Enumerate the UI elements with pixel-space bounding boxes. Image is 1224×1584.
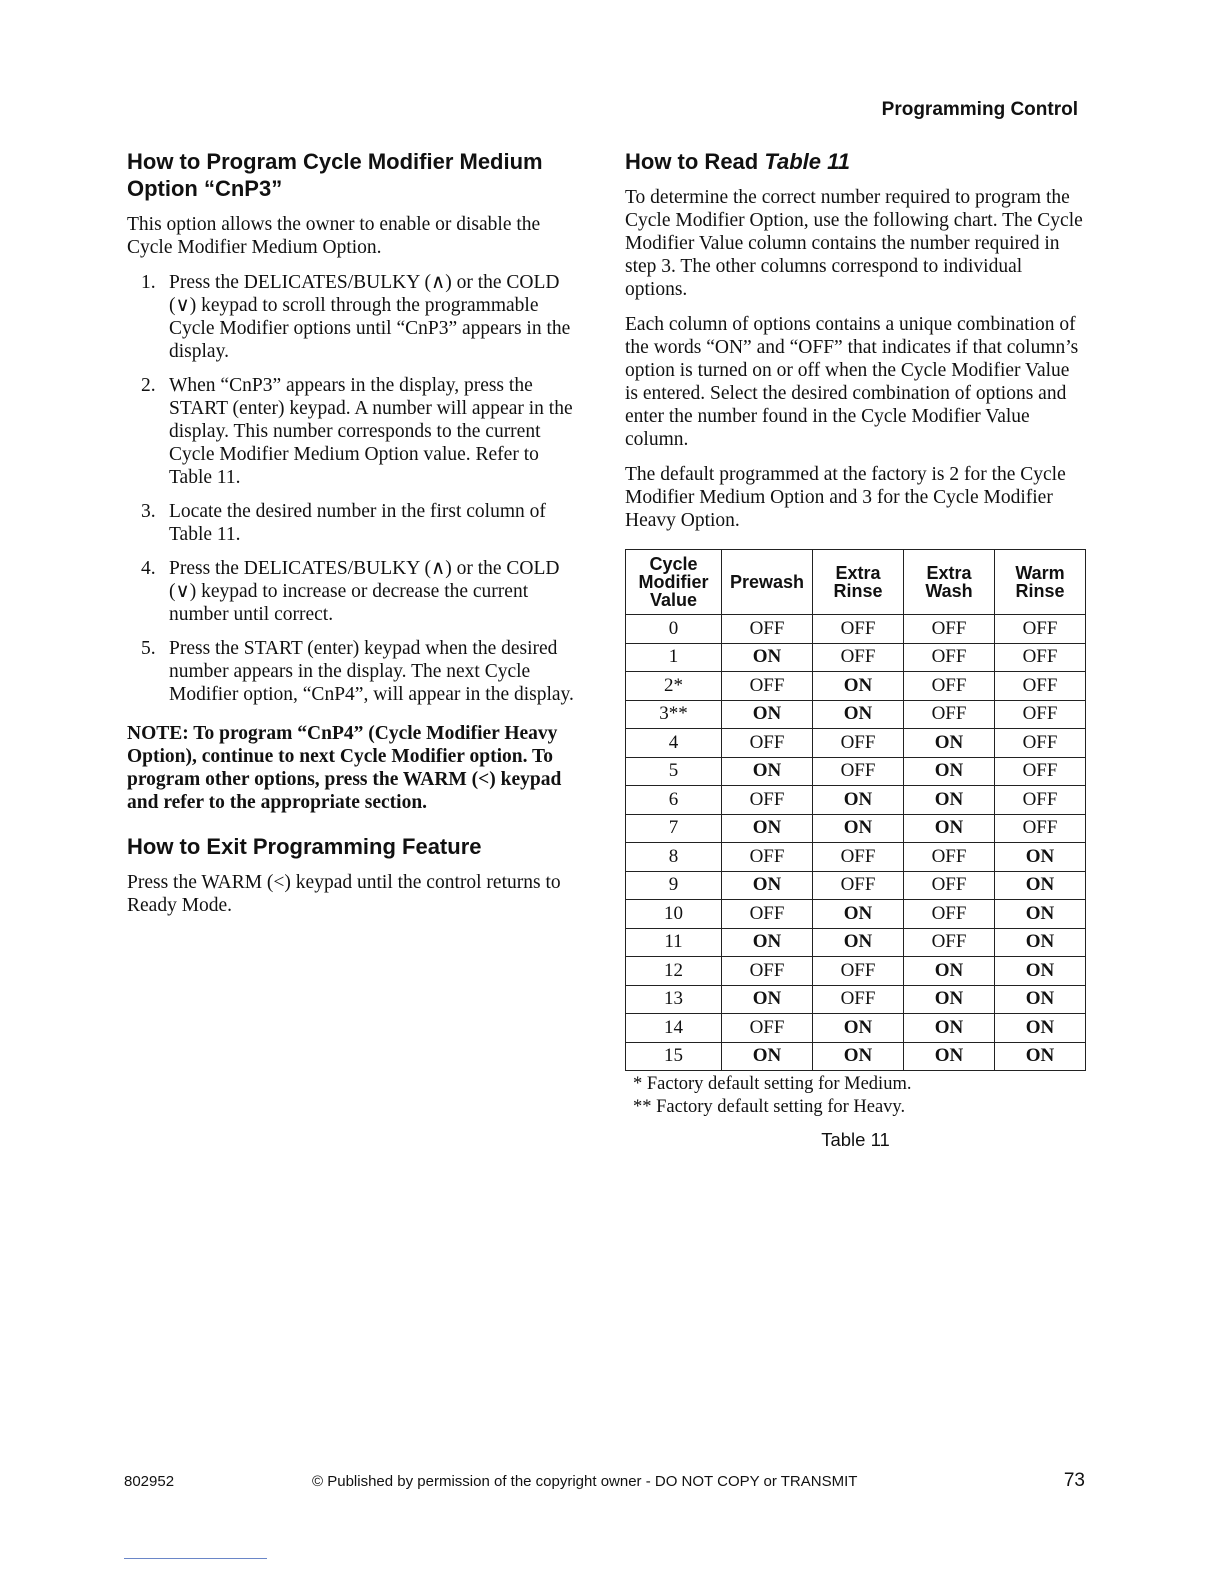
read-table-para-1: To determine the correct number required to program the Cycle Modifier Option, use the following chart. The Cycle Modifier Value column contains the number required in step 3. The other columns correspond to individual options.	[625, 187, 1083, 300]
modifier-value-cell: 10	[626, 900, 722, 929]
modifier-value-cell: 3**	[626, 700, 722, 729]
cnp3-section-title: How to Program Cycle Modifier Medium Option “CnP3”	[127, 149, 543, 201]
table-row	[626, 985, 1086, 1014]
option-state-cell: ON	[904, 1042, 995, 1071]
table-caption: Table 11	[821, 1129, 890, 1150]
running-header: Programming Control	[881, 99, 1078, 120]
table-row	[626, 957, 1086, 986]
footnote-medium: * Factory default setting for Medium.	[633, 1074, 912, 1094]
table-body	[626, 615, 1086, 1071]
option-state-cell: ON	[813, 672, 904, 701]
modifier-value-cell: 2*	[626, 672, 722, 701]
option-state-cell: OFF	[995, 615, 1086, 644]
option-state-cell: ON	[722, 643, 813, 672]
table-header-cell: Extra Rinse	[813, 550, 904, 615]
exit-section-title: How to Exit Programming Feature	[127, 834, 482, 859]
option-state-cell: ON	[722, 871, 813, 900]
option-state-cell: OFF	[813, 957, 904, 986]
modifier-value-cell: 13	[626, 985, 722, 1014]
option-state-cell: ON	[995, 957, 1086, 986]
option-state-cell: OFF	[995, 643, 1086, 672]
table-row	[626, 928, 1086, 957]
read-table-para-2: Each column of options contains a unique combination of the words “ON” and “OFF” that indicates if that column’s option is turned on or off when the Cycle Modifier Value is entered. Select the desired combination of options and enter the number found in the Cycle Modifier Value column.	[625, 314, 1079, 450]
option-state-cell: OFF	[995, 672, 1086, 701]
step-item	[127, 271, 582, 363]
read-table-title-prefix: How to Read	[625, 149, 765, 174]
table-row	[626, 643, 1086, 672]
table-row	[626, 672, 1086, 701]
option-state-cell: ON	[904, 985, 995, 1014]
option-state-cell: OFF	[904, 928, 995, 957]
modifier-value-cell: 5	[626, 757, 722, 786]
cnp3-steps-list	[127, 271, 582, 706]
table-row	[626, 1042, 1086, 1071]
option-state-cell: ON	[722, 1042, 813, 1071]
step-text: When “CnP3” appears in the display, press the START (enter) keypad. A number will appear in the display. This number corresponds to the current Cycle Modifier Medium Option value. Refer to Table 11.	[169, 375, 573, 488]
modifier-value-cell: 4	[626, 729, 722, 758]
option-state-cell: ON	[995, 843, 1086, 872]
step-number: 3.	[141, 501, 156, 522]
step-item	[127, 637, 582, 706]
table-row	[626, 871, 1086, 900]
step-number: 1.	[141, 272, 156, 293]
option-state-cell: ON	[904, 786, 995, 815]
option-state-cell: OFF	[813, 643, 904, 672]
table-header-cell: Cycle Modifier Value	[626, 550, 722, 615]
option-state-cell: ON	[813, 814, 904, 843]
option-state-cell: ON	[722, 700, 813, 729]
step-text: Press the DELICATES/BULKY (∧) or the COLD (∨) keypad to scroll through the programmable Cycle Modifier options until “CnP3” appears in the display.	[169, 272, 571, 362]
table-row	[626, 786, 1086, 815]
option-state-cell: OFF	[813, 729, 904, 758]
option-state-cell: ON	[813, 786, 904, 815]
option-state-cell: OFF	[904, 700, 995, 729]
table-row	[626, 729, 1086, 758]
option-state-cell: OFF	[722, 786, 813, 815]
option-state-cell: OFF	[813, 757, 904, 786]
option-state-cell: ON	[904, 814, 995, 843]
option-state-cell: OFF	[722, 672, 813, 701]
right-column	[625, 148, 1087, 1151]
cycle-modifier-table	[625, 549, 1086, 1071]
cnp3-intro: This option allows the owner to enable or disable the Cycle Modifier Medium Option.	[127, 214, 541, 258]
step-item	[127, 500, 582, 546]
option-state-cell: OFF	[995, 729, 1086, 758]
cnp4-note: NOTE: To program “CnP4” (Cycle Modifier Heavy Option), continue to next Cycle Modifier option. To program other options, press the WARM (<) keypad and refer to the appropriate section.	[127, 723, 562, 813]
footer-divider	[124, 1558, 267, 1559]
modifier-value-cell: 11	[626, 928, 722, 957]
option-state-cell: OFF	[995, 700, 1086, 729]
table-row	[626, 700, 1086, 729]
option-state-cell: OFF	[904, 900, 995, 929]
option-state-cell: ON	[995, 928, 1086, 957]
option-state-cell: ON	[995, 1042, 1086, 1071]
option-state-cell: OFF	[813, 843, 904, 872]
option-state-cell: OFF	[904, 871, 995, 900]
modifier-value-cell: 8	[626, 843, 722, 872]
option-state-cell: OFF	[722, 615, 813, 644]
option-state-cell: ON	[722, 757, 813, 786]
option-state-cell: ON	[995, 985, 1086, 1014]
option-state-cell: OFF	[722, 900, 813, 929]
exit-instructions: Press the WARM (<) keypad until the control returns to Ready Mode.	[127, 872, 561, 916]
option-state-cell: ON	[813, 928, 904, 957]
modifier-value-cell: 7	[626, 814, 722, 843]
option-state-cell: ON	[904, 729, 995, 758]
option-state-cell: OFF	[904, 643, 995, 672]
step-number: 2.	[141, 375, 156, 396]
option-state-cell: ON	[813, 1014, 904, 1043]
modifier-value-cell: 15	[626, 1042, 722, 1071]
option-state-cell: OFF	[813, 871, 904, 900]
table-header-row	[626, 550, 1086, 615]
footnote-heavy: ** Factory default setting for Heavy.	[633, 1097, 906, 1117]
table-row	[626, 843, 1086, 872]
footer-copyright: © Published by permission of the copyright owner - DO NOT COPY or TRANSMIT	[312, 1473, 858, 1490]
modifier-value-cell: 14	[626, 1014, 722, 1043]
table-row	[626, 757, 1086, 786]
option-state-cell: ON	[813, 900, 904, 929]
table-row	[626, 814, 1086, 843]
step-text: Press the START (enter) keypad when the desired number appears in the display. The next Cycle Modifier option, “CnP4”, will appear in the display.	[169, 638, 574, 705]
step-text: Locate the desired number in the first column of Table 11.	[169, 501, 546, 545]
table-header-cell: Extra Wash	[904, 550, 995, 615]
option-state-cell: ON	[813, 700, 904, 729]
option-state-cell: ON	[995, 1014, 1086, 1043]
read-table-title-ref: Table 11	[764, 149, 850, 174]
option-state-cell: OFF	[995, 757, 1086, 786]
table-header-cell: Warm Rinse	[995, 550, 1086, 615]
option-state-cell: OFF	[904, 615, 995, 644]
option-state-cell: ON	[813, 1042, 904, 1071]
option-state-cell: ON	[722, 985, 813, 1014]
option-state-cell: OFF	[995, 814, 1086, 843]
step-number: 5.	[141, 638, 156, 659]
read-table-title	[625, 148, 1087, 175]
table-row	[626, 615, 1086, 644]
option-state-cell: OFF	[722, 1014, 813, 1043]
table-header-cell: Prewash	[722, 550, 813, 615]
option-state-cell: ON	[722, 928, 813, 957]
option-state-cell: ON	[904, 1014, 995, 1043]
option-state-cell: OFF	[904, 843, 995, 872]
option-state-cell: OFF	[722, 729, 813, 758]
modifier-value-cell: 6	[626, 786, 722, 815]
option-state-cell: OFF	[813, 985, 904, 1014]
left-column	[127, 148, 582, 917]
modifier-value-cell: 0	[626, 615, 722, 644]
table-row	[626, 900, 1086, 929]
option-state-cell: OFF	[995, 786, 1086, 815]
option-state-cell: ON	[995, 871, 1086, 900]
step-item	[127, 374, 582, 489]
table-row	[626, 1014, 1086, 1043]
modifier-value-cell: 1	[626, 643, 722, 672]
option-state-cell: ON	[904, 757, 995, 786]
step-number: 4.	[141, 558, 156, 579]
option-state-cell: OFF	[813, 615, 904, 644]
option-state-cell: ON	[904, 957, 995, 986]
step-text: Press the DELICATES/BULKY (∧) or the COLD (∨) keypad to increase or decrease the current number until correct.	[169, 558, 560, 625]
modifier-value-cell: 9	[626, 871, 722, 900]
option-state-cell: ON	[722, 814, 813, 843]
option-state-cell: OFF	[722, 843, 813, 872]
step-item	[127, 557, 582, 626]
option-state-cell: OFF	[722, 957, 813, 986]
modifier-value-cell: 12	[626, 957, 722, 986]
footer-doc-number: 802952	[124, 1473, 175, 1490]
option-state-cell: OFF	[904, 672, 995, 701]
footer-page-number: 73	[1063, 1470, 1085, 1491]
read-table-para-3: The default programmed at the factory is 2 for the Cycle Modifier Medium Option and 3 for the Cycle Modifier Heavy Option.	[625, 464, 1066, 531]
option-state-cell: ON	[995, 900, 1086, 929]
